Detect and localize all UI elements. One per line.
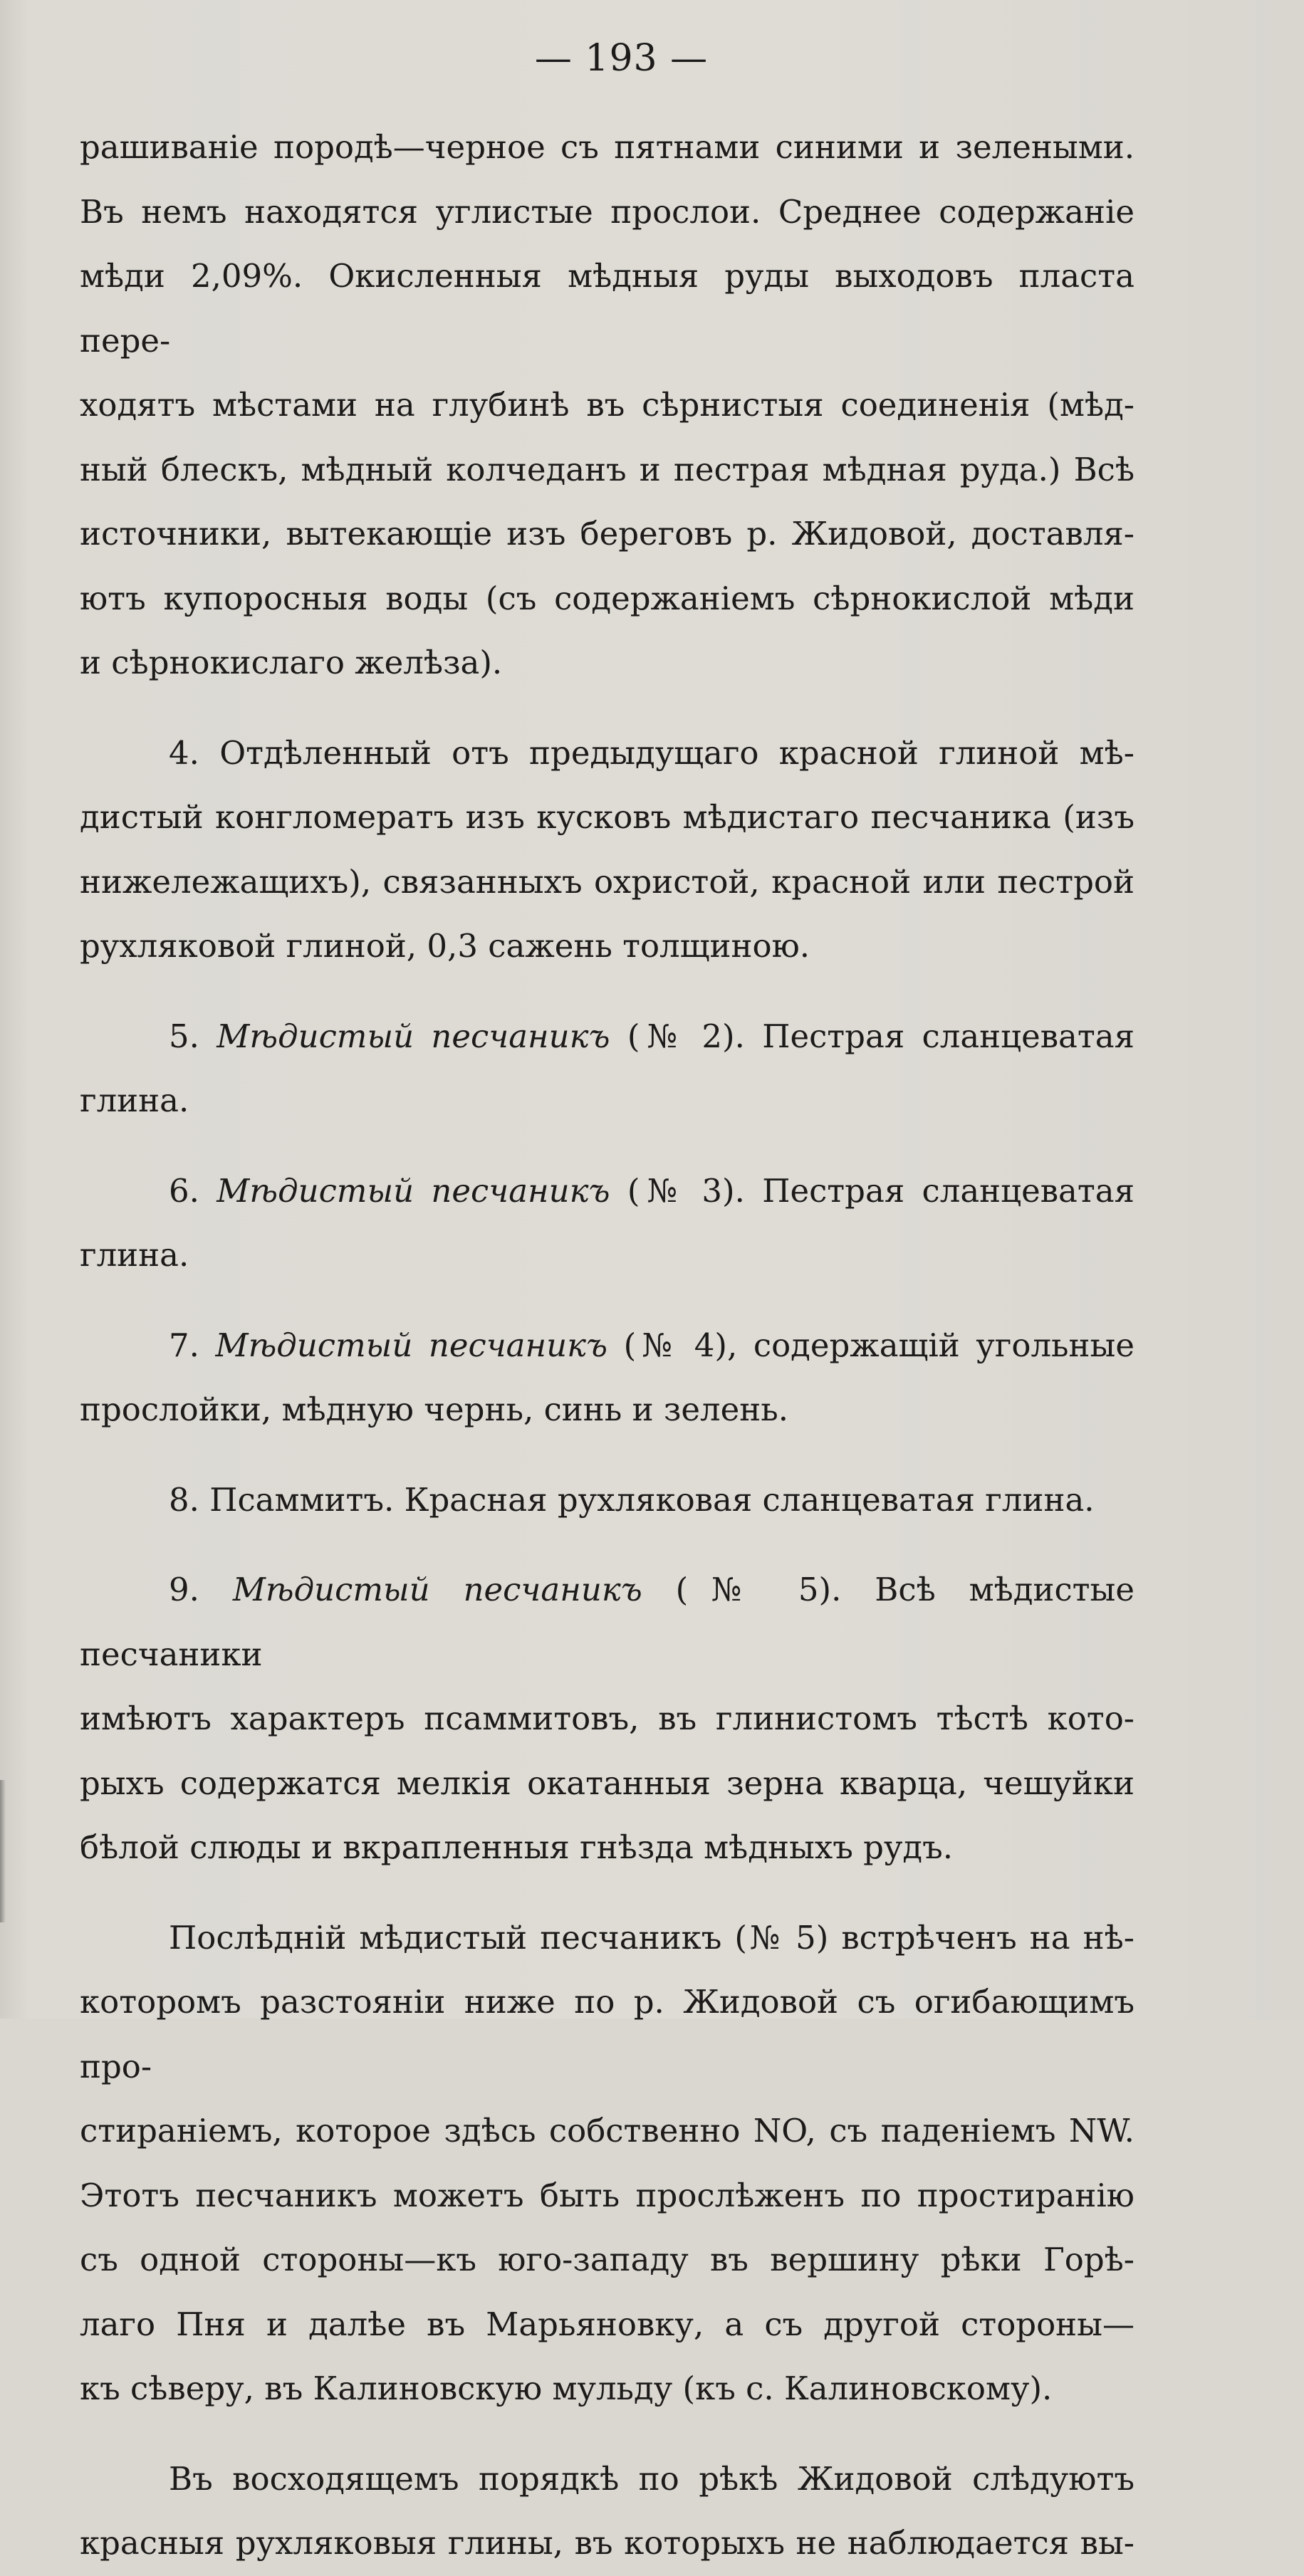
line-rest: (№ 3). Пестрая сланцеватая глина. [80,1171,1135,1274]
paragraph-item-7 [80,1314,1135,1443]
text-line: бѣлой слюды и вкрапленныя гнѣзда мѣдныхъ рудъ. [80,1828,954,1866]
text-line: рыхъ содержатся мелкiя окатанныя зерна кварца, чешуйки [80,1764,1135,1802]
paragraph-last-sandstone [80,1906,1135,2421]
text-line: дистый конгломератъ изъ кусковъ мѣдистаго песчаника (изъ [80,798,1135,836]
line-rest: (№ 5). Всѣ мѣдистые песчаники [80,1571,1135,1673]
text-line: которомъ разстоянiи ниже по р. Жидовой съ огибающимъ про- [80,1983,1135,2085]
text-line [80,1314,1135,1378]
page-number: — 193 — [534,37,709,80]
text-line: красныя рухляковыя глины, въ которыхъ не наблюдается вы- [80,2524,1135,2562]
item-number: 5. [169,1017,199,1055]
text-line [80,1558,1135,1687]
text-line: источники, вытекающiе изъ береговъ р. Жидовой, доставля- [80,515,1135,553]
text-line: рашиванiе породѣ—черное съ пятнами синими и зелеными. [80,128,1135,166]
paragraph-item-6 [80,1159,1135,1288]
text-line: лаго Пня и далѣе въ Марьяновку, а съ другой стороны— [80,2305,1135,2343]
paragraph-item-9 [80,1558,1135,1880]
paragraph-item-5 [80,1005,1135,1133]
text-line: мѣди 2,09%. Окисленныя мѣдныя руды выходовъ пласта пере- [80,257,1135,360]
italic-term: Мѣдистый песчаникъ [217,1171,610,1210]
text-line: Въ восходящемъ порядкѣ по рѣкѣ Жидовой слѣдуютъ [169,2459,1135,2498]
text-line: Этотъ песчаникъ можетъ быть прослѣженъ по простиранiю [80,2176,1135,2214]
paragraph-ascending-order [80,2447,1135,2576]
paragraph-1 [80,115,1135,696]
text-line: и сѣрнокислаго желѣза). [80,644,503,681]
item-number: 6. [169,1171,199,1210]
paragraph-item-4 [80,721,1135,979]
item-number: 7. [169,1326,199,1364]
text-line: нижележащихъ), связанныхъ охристой, красной или пестрой [80,862,1135,901]
text-line: ходятъ мѣстами на глубинѣ въ сѣрнистыя соединенiя (мѣд- [80,386,1135,424]
text-line: Послѣднiй мѣдистый песчаникъ (№ 5) встрѣченъ на нѣ- [169,1918,1135,1957]
text-line: рухляковой глиной, 0,3 сажень толщиною. [80,927,810,965]
text-line: съ одной стороны—къ юго-западу въ вершину рѣки Горѣ- [80,2241,1135,2278]
italic-term: Мѣдистый песчаникъ [232,1571,642,1608]
paragraph-item-8 [80,1468,1135,1533]
italic-term: Мѣдистый песчаникъ [215,1326,607,1364]
text-line: ютъ купоросныя воды (съ содержанiемъ сѣрнокислой мѣди [80,579,1135,617]
text-line: 4. Отдѣленный отъ предыдущаго красной глиной мѣ- [169,733,1135,772]
text-line: къ сѣверу, въ Калиновскую мульду (къ с. Калиновскому). [80,2370,1053,2407]
text-line: 8. Псаммитъ. Красная рухляковая сланцеватая глина. [169,1480,1095,1519]
text-line: прослойки, мѣдную чернь, синь и зелень. [80,1391,789,1428]
line-rest: (№ 4), содержащiй угольные [607,1326,1135,1364]
text-line: имѣютъ характеръ псаммитовъ, въ глинистомъ тѣстѣ кото- [80,1700,1135,1737]
page-edge-shadow [0,1780,6,1922]
text-line: Въ немъ находятся углистые прослои. Среднее содержанiе [80,192,1135,231]
italic-term: Мѣдистый песчаникъ [217,1017,610,1055]
text-line: ный блескъ, мѣдный колчеданъ и пестрая мѣдная руда.) Всѣ [80,450,1135,488]
text-line [80,1159,1135,1288]
item-number: 9. [169,1571,199,1608]
line-rest: (№ 2). Пестрая сланцеватая [610,1017,1135,1055]
text-line: глина. [80,1082,189,1119]
text-line [80,1005,1135,1069]
text-line: стиранiемъ, которое здѣсь собственно NO, съ паденiемъ NW. [80,2112,1135,2150]
